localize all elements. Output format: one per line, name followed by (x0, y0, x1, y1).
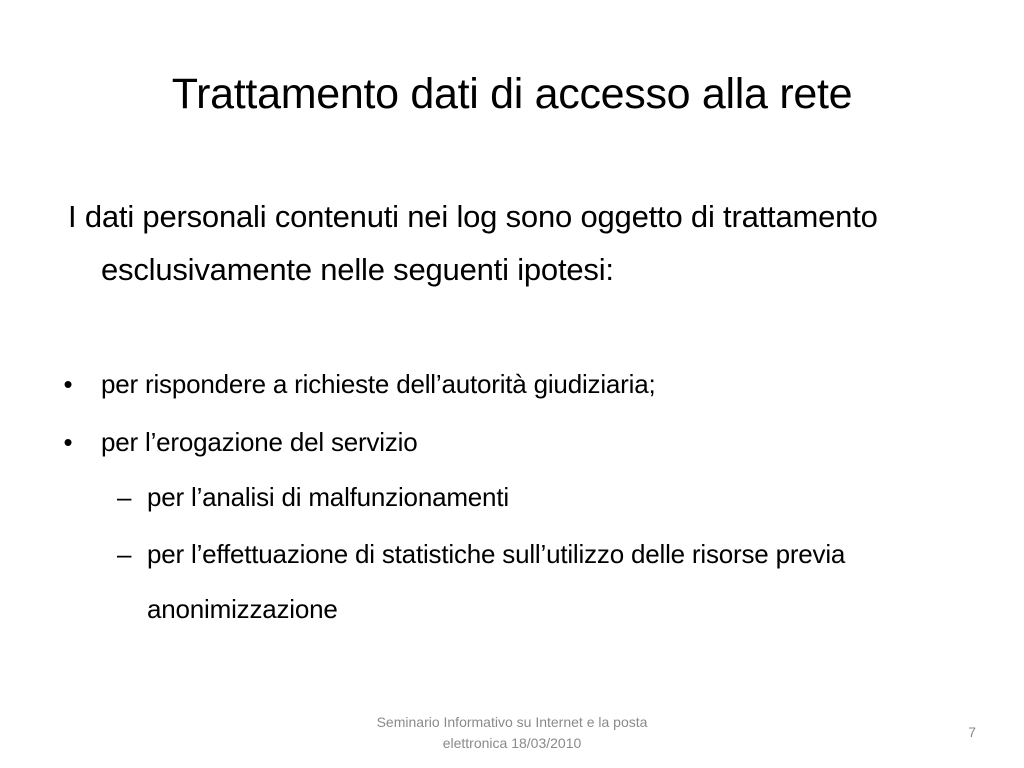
slide-footer: Seminario Informativo su Internet e la posta elettronica 18/03/2010 (376, 714, 648, 751)
bullet-text: per rispondere a richieste dell’autorità giudiziaria; (101, 369, 656, 399)
bullet-text: per l’erogazione del servizio (101, 427, 418, 457)
bullet-item (63, 356, 961, 412)
slide-number: 7 (968, 724, 976, 740)
sub-bullet-text: per l’effettuazione di statistiche sull’utilizzo delle risorse previa anonimizzazione (147, 539, 846, 624)
sub-bullet-marker: – (117, 482, 132, 512)
bullet-marker: • (63, 369, 73, 399)
bullet-marker: • (63, 427, 73, 457)
sub-bullet-item (117, 470, 947, 525)
intro-paragraph: I dati personali contenuti nei log sono oggetto di trattamento esclusivamente nelle seguenti ipotesi: (68, 199, 878, 287)
sub-bullet-item (117, 527, 947, 637)
sub-bullet-text: per l’analisi di malfunzionamenti (147, 482, 509, 512)
slide-title: Trattamento dati di accesso alla rete (171, 70, 853, 118)
sub-bullet-marker: – (117, 539, 132, 569)
bullet-item (63, 414, 961, 470)
